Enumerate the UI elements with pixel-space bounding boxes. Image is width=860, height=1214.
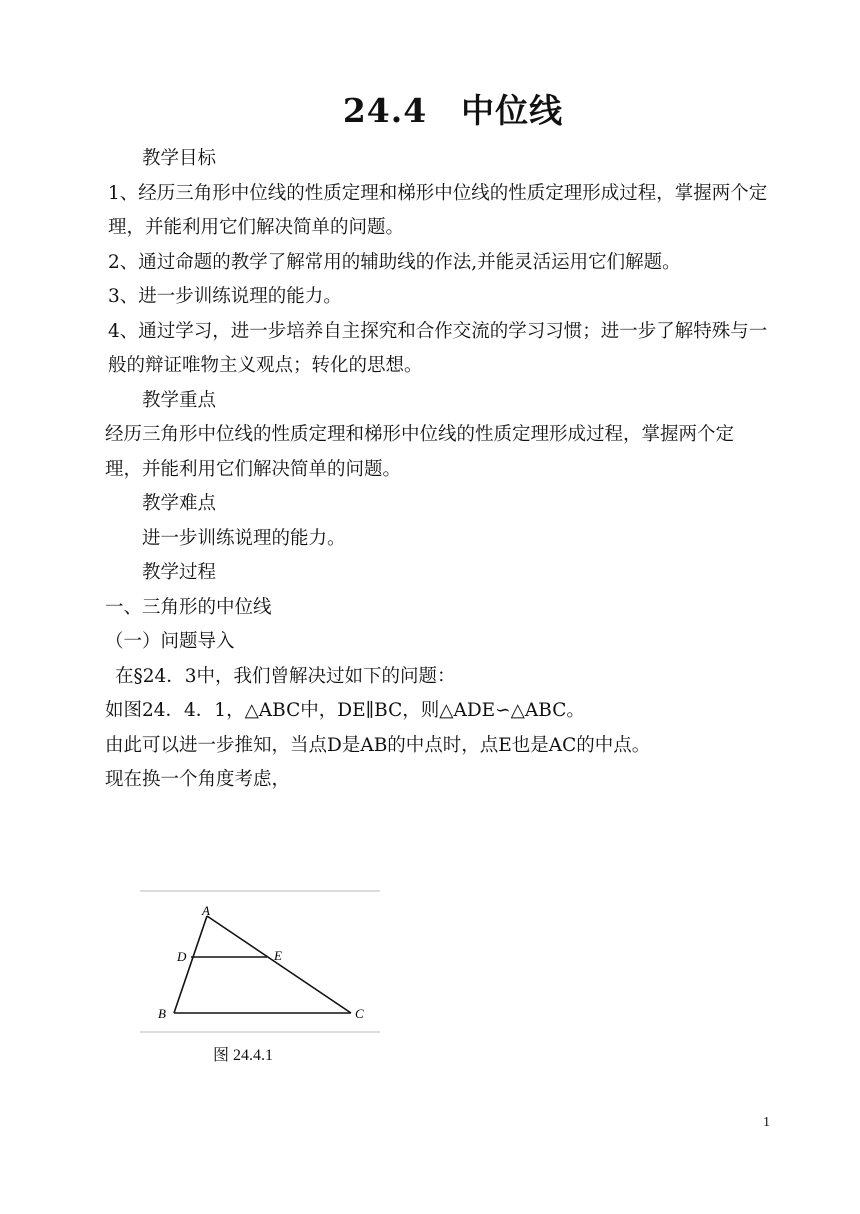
label-c: C (355, 1006, 364, 1021)
intro-line-2: 如图24．4．1，△ABC中，DE∥BC，则△ADE∽△ABC。 (105, 700, 585, 721)
objective-item-4: 4、通过学习，进一步培养自主探究和合作交流的学习习惯；进一步了解特殊与一般的辩证唯物主义观点；转化的思想。 (108, 320, 768, 376)
objective-item-3: 3、进一步训练说理的能力。 (108, 286, 342, 307)
side-ab (174, 916, 207, 1013)
triangle-figure (140, 890, 380, 1036)
key-points-heading: 教学重点 (142, 389, 217, 411)
label-d: D (177, 949, 187, 964)
objective-item-1: 1、经历三角形中位线的性质定理和梯形中位线的性质定理形成过程，掌握两个定理，并能利用它们解决简单的问题。 (108, 182, 768, 238)
document-body (105, 142, 770, 798)
page-title: 24.4 中位线 (342, 91, 564, 130)
triangle-diagram (140, 890, 380, 1036)
objectives-heading: 教学目标 (142, 148, 217, 169)
key-points-text: 经历三角形中位线的性质定理和梯形中位线的性质定理形成过程，掌握两个定理，并能利用它们解决简单的问题。 (105, 424, 735, 480)
intro-line-1: 在§24．3中，我们曾解决过如下的问题： (115, 665, 456, 687)
label-b: B (158, 1006, 166, 1021)
subsection-heading: （一）问题导入 (105, 631, 235, 652)
difficulty-heading: 教学难点 (142, 493, 217, 514)
side-ac (207, 916, 351, 1013)
intro-line-3: 由此可以进一步推知，当点D是AB的中点时，点E也是AC的中点。 (105, 734, 651, 756)
objective-item-2: 2、通过命题的教学了解常用的辅助线的作法,并能灵活运用它们解题。 (108, 251, 681, 273)
label-a: A (202, 903, 210, 918)
process-heading: 教学过程 (142, 562, 217, 583)
figure-caption: 图 24.4.1 (212, 1047, 273, 1064)
intro-line-4: 现在换一个角度考虑， (105, 769, 291, 790)
page-number: 1 (763, 1115, 770, 1130)
part-one-heading: 一、三角形的中位线 (105, 596, 272, 618)
difficulty-text: 进一步训练说理的能力。 (142, 527, 346, 549)
label-e: E (274, 948, 282, 963)
